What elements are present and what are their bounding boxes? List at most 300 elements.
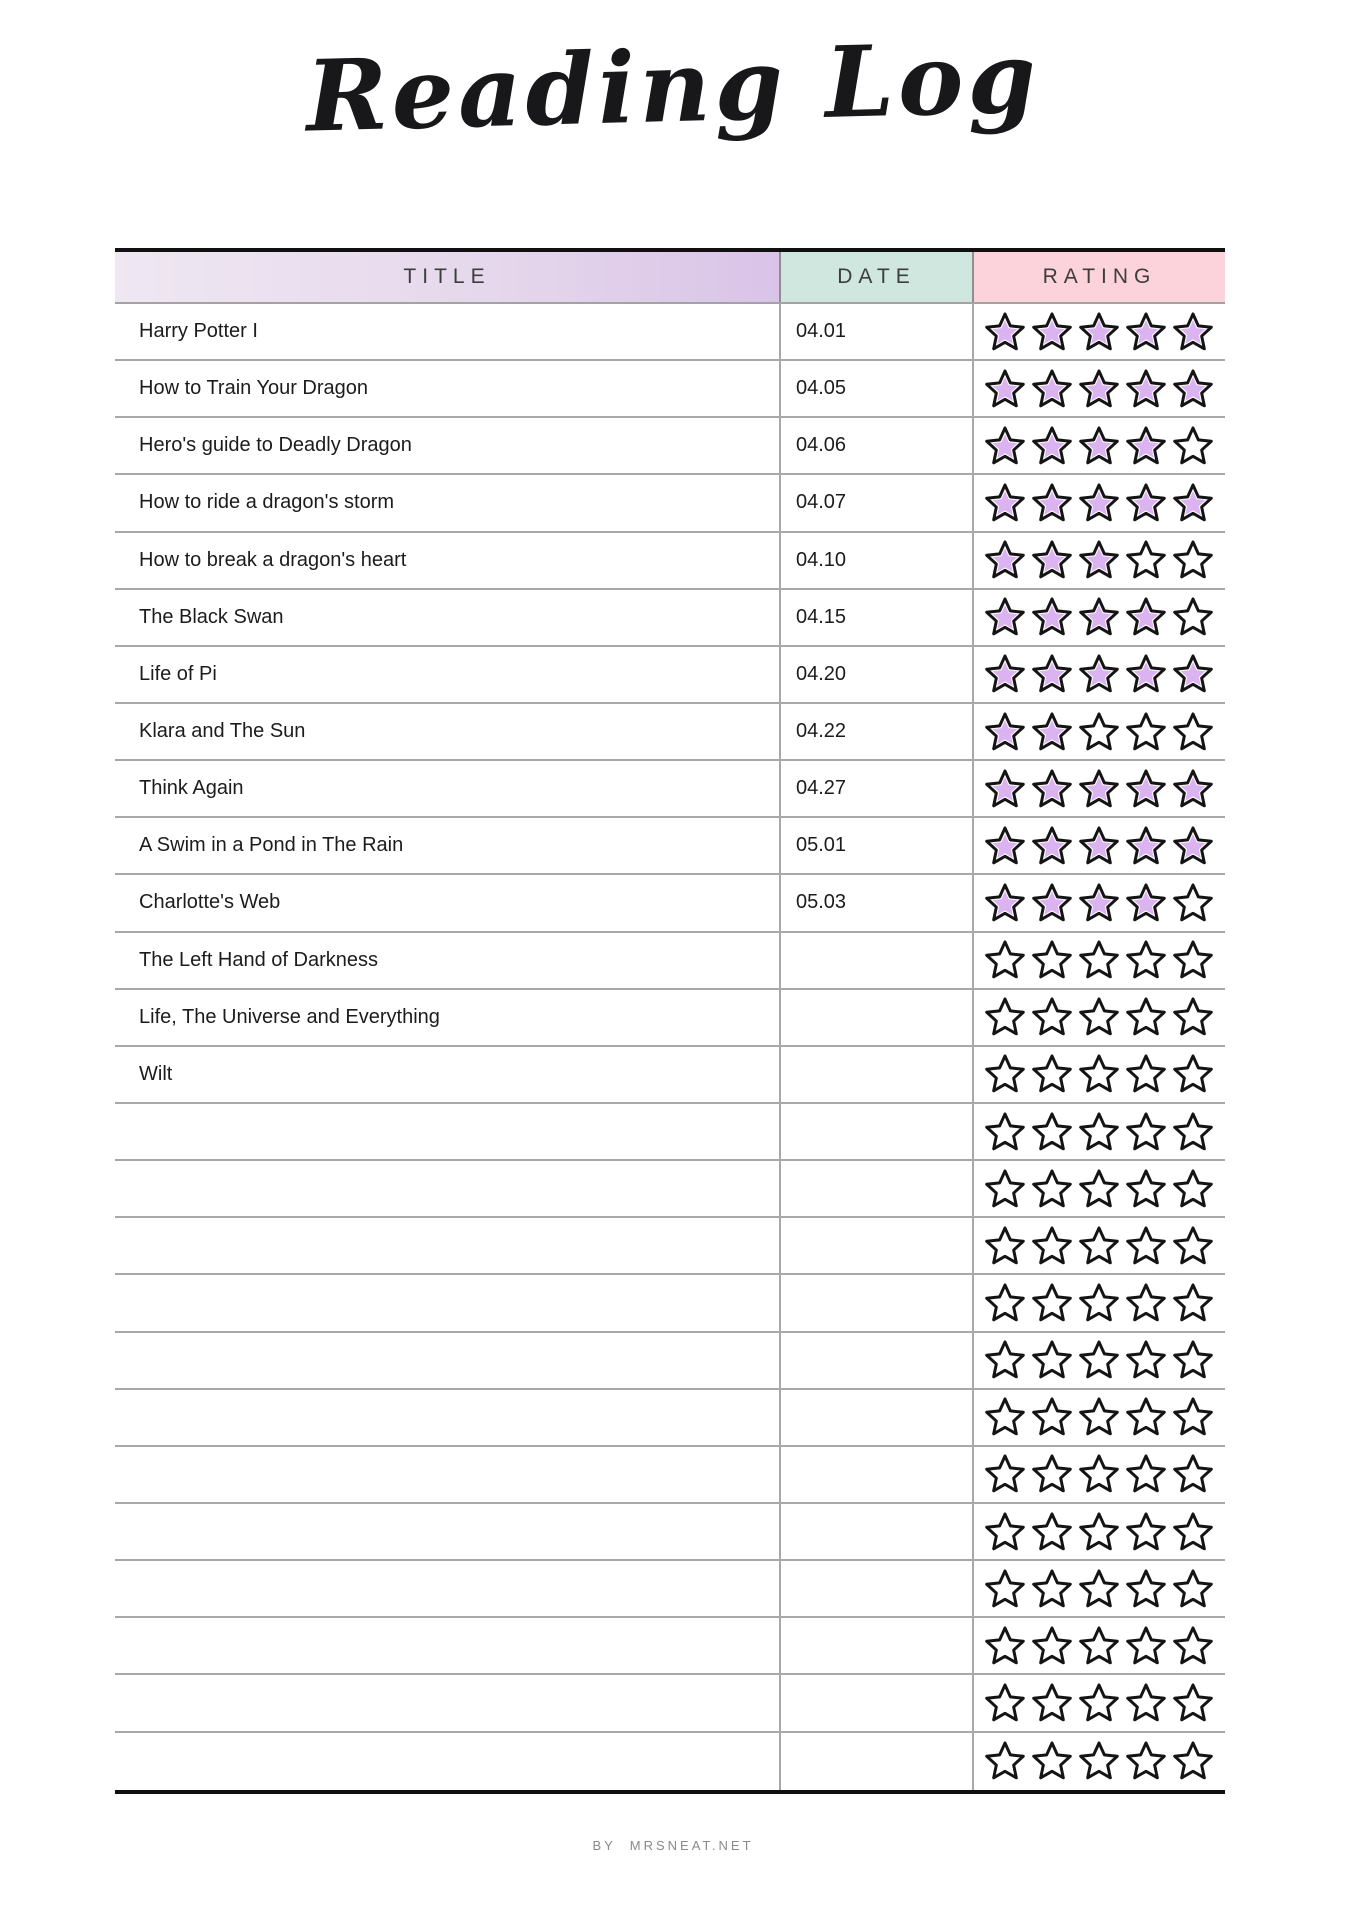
table-row <box>115 704 1225 761</box>
star-icon-filled <box>1031 482 1073 524</box>
column-header-title: TITLE <box>115 252 779 302</box>
rating-cell <box>972 1047 1225 1102</box>
star-icon-empty <box>1125 1511 1167 1553</box>
rating-cell <box>972 533 1225 588</box>
rating-cell <box>972 875 1225 930</box>
star-icon-filled <box>984 825 1026 867</box>
date-cell <box>779 1675 972 1730</box>
star-icon-filled <box>1078 482 1120 524</box>
column-header-rating: RATING <box>972 252 1225 302</box>
table-row <box>115 361 1225 418</box>
star-icon-empty <box>1031 1740 1073 1782</box>
star-icon-filled <box>1031 425 1073 467</box>
rating-cell <box>972 1675 1225 1730</box>
star-icon-filled <box>1078 368 1120 410</box>
star-icon-empty <box>1172 1053 1214 1095</box>
star-icon-empty <box>984 1339 1026 1381</box>
star-icon-empty <box>1125 1168 1167 1210</box>
star-icon-empty <box>1078 1053 1120 1095</box>
star-icon-empty <box>984 939 1026 981</box>
date-cell: 04.20 <box>779 647 972 702</box>
star-icon-filled <box>1125 368 1167 410</box>
table-row <box>115 1733 1225 1790</box>
star-icon-filled <box>984 768 1026 810</box>
table-row <box>115 875 1225 932</box>
book-title-cell <box>115 1733 779 1790</box>
star-icon-empty <box>1031 1282 1073 1324</box>
star-icon-empty <box>1172 1282 1214 1324</box>
date-cell: 04.01 <box>779 304 972 359</box>
table-row <box>115 533 1225 590</box>
star-icon-empty <box>1031 1511 1073 1553</box>
star-icon-empty <box>1078 1568 1120 1610</box>
star-icon-empty <box>1078 1625 1120 1667</box>
star-icon-empty <box>1172 425 1214 467</box>
table-row <box>115 1561 1225 1618</box>
rating-cell <box>972 1447 1225 1502</box>
star-icon-empty <box>1031 1396 1073 1438</box>
star-icon-empty <box>984 1740 1026 1782</box>
star-icon-filled <box>1031 368 1073 410</box>
date-cell <box>779 1161 972 1216</box>
table-row <box>115 304 1225 361</box>
star-icon-empty <box>984 1282 1026 1324</box>
star-icon-filled <box>984 311 1026 353</box>
star-icon-empty <box>1172 996 1214 1038</box>
star-icon-empty <box>1125 1740 1167 1782</box>
book-title-cell: Life, The Universe and Everything <box>139 1005 440 1028</box>
star-icon-filled <box>1125 882 1167 924</box>
star-icon-filled <box>1172 768 1214 810</box>
star-icon-filled <box>1125 425 1167 467</box>
star-icon-empty <box>1172 1339 1214 1381</box>
star-icon-empty <box>1125 1339 1167 1381</box>
star-icon-empty <box>1172 1682 1214 1724</box>
date-cell <box>779 1504 972 1559</box>
star-icon-empty <box>1031 1682 1073 1724</box>
star-icon-empty <box>1031 1568 1073 1610</box>
star-icon-empty <box>1125 539 1167 581</box>
star-icon-empty <box>984 1453 1026 1495</box>
star-icon-filled <box>1078 825 1120 867</box>
star-icon-filled <box>1031 539 1073 581</box>
table-row <box>115 475 1225 532</box>
rating-cell <box>972 1161 1225 1216</box>
star-icon-empty <box>1078 1740 1120 1782</box>
book-title-cell <box>115 1333 779 1388</box>
star-icon-filled <box>1031 311 1073 353</box>
rating-cell <box>972 1104 1225 1159</box>
star-icon-filled <box>1078 311 1120 353</box>
star-icon-empty <box>1172 1339 1214 1381</box>
star-icon-empty <box>1172 1396 1214 1438</box>
star-icon-empty <box>1125 939 1167 981</box>
book-title-cell: Klara and The Sun <box>139 720 306 743</box>
star-icon-empty <box>984 939 1026 981</box>
table-row <box>115 1504 1225 1561</box>
star-icon-filled <box>984 482 1026 524</box>
star-icon-empty <box>1172 1625 1214 1667</box>
book-title-cell: How to ride a dragon's storm <box>139 491 395 514</box>
star-icon-filled <box>1172 482 1214 524</box>
star-icon-filled <box>1031 882 1073 924</box>
star-icon-filled <box>1125 368 1167 410</box>
star-icon-empty <box>1172 1396 1214 1438</box>
table-row <box>115 818 1225 875</box>
rating-cell <box>972 1504 1225 1559</box>
star-icon-empty <box>1031 1111 1073 1153</box>
star-icon-empty <box>1172 539 1214 581</box>
star-icon-empty <box>1125 996 1167 1038</box>
table-row <box>115 418 1225 475</box>
star-icon-filled <box>1031 425 1073 467</box>
star-icon-empty <box>1172 1740 1214 1782</box>
table-row <box>115 933 1225 990</box>
star-icon-empty <box>1031 1282 1073 1324</box>
star-icon-empty <box>984 1396 1026 1438</box>
star-icon-empty <box>984 1339 1026 1381</box>
book-title-cell: How to Train Your Dragon <box>139 377 369 400</box>
star-icon-filled <box>1125 311 1167 353</box>
star-icon-filled <box>984 711 1026 753</box>
star-icon-empty <box>1078 711 1120 753</box>
star-icon-empty <box>1031 1225 1073 1267</box>
table-header-row <box>115 252 1225 304</box>
footer <box>0 1838 1346 1853</box>
star-icon-filled <box>984 311 1026 353</box>
date-cell <box>779 1733 972 1790</box>
star-icon-empty <box>1031 1053 1073 1095</box>
star-icon-empty <box>1031 1682 1073 1724</box>
date-cell <box>779 1390 972 1445</box>
star-icon-filled <box>1031 711 1073 753</box>
star-icon-empty <box>1125 939 1167 981</box>
star-icon-empty <box>1031 1740 1073 1782</box>
star-icon-empty <box>1078 1396 1120 1438</box>
book-title-cell <box>115 1390 779 1445</box>
rating-cell <box>972 1618 1225 1673</box>
star-icon-filled <box>1125 425 1167 467</box>
date-cell: 04.15 <box>779 590 972 645</box>
table-row <box>115 990 1225 1047</box>
star-icon-filled <box>1125 653 1167 695</box>
star-icon-filled <box>1078 539 1120 581</box>
book-title-cell: A Swim in a Pond in The Rain <box>139 834 404 857</box>
star-icon-filled <box>984 596 1026 638</box>
star-icon-empty <box>1031 996 1073 1038</box>
star-icon-empty <box>1031 1453 1073 1495</box>
star-icon-empty <box>1078 711 1120 753</box>
table-row <box>115 1390 1225 1447</box>
star-icon-empty <box>1078 1168 1120 1210</box>
star-icon-empty <box>984 1053 1026 1095</box>
book-title-cell <box>115 1218 779 1273</box>
star-icon-empty <box>1172 1225 1214 1267</box>
star-icon-empty <box>1031 939 1073 981</box>
star-icon-empty <box>1125 1453 1167 1495</box>
star-icon-empty <box>1031 1511 1073 1553</box>
star-icon-empty <box>1172 711 1214 753</box>
star-icon-empty <box>1031 1453 1073 1495</box>
star-icon-filled <box>1125 768 1167 810</box>
star-icon-empty <box>984 1740 1026 1782</box>
date-cell: 04.22 <box>779 704 972 759</box>
date-cell <box>779 1275 972 1330</box>
star-icon-empty <box>984 1511 1026 1553</box>
star-icon-filled <box>1078 596 1120 638</box>
star-icon-filled <box>1172 825 1214 867</box>
star-icon-empty <box>984 1111 1026 1153</box>
star-icon-empty <box>984 996 1026 1038</box>
star-icon-empty <box>1031 1339 1073 1381</box>
book-title-cell <box>115 1161 779 1216</box>
star-icon-empty <box>984 1453 1026 1495</box>
book-title-cell <box>115 1447 779 1502</box>
date-cell <box>779 990 972 1045</box>
star-icon-empty <box>984 1568 1026 1610</box>
star-icon-empty <box>1078 1625 1120 1667</box>
table-row <box>115 1333 1225 1390</box>
date-cell <box>779 1618 972 1673</box>
star-icon-filled <box>1078 882 1120 924</box>
star-icon-filled <box>1078 768 1120 810</box>
star-icon-empty <box>1125 1682 1167 1724</box>
star-icon-empty <box>984 1682 1026 1724</box>
star-icon-filled <box>1078 825 1120 867</box>
star-icon-empty <box>1172 1282 1214 1324</box>
star-icon-empty <box>1078 1168 1120 1210</box>
date-cell: 04.06 <box>779 418 972 473</box>
star-icon-filled <box>1031 539 1073 581</box>
table-row <box>115 1104 1225 1161</box>
date-cell <box>779 933 972 988</box>
date-cell: 04.07 <box>779 475 972 530</box>
star-icon-empty <box>1172 711 1214 753</box>
star-icon-empty <box>1031 1339 1073 1381</box>
star-icon-empty <box>1172 425 1214 467</box>
star-icon-filled <box>1031 768 1073 810</box>
book-title-cell <box>115 1504 779 1559</box>
star-icon-filled <box>1031 368 1073 410</box>
star-icon-empty <box>1172 1168 1214 1210</box>
star-icon-empty <box>1031 1625 1073 1667</box>
star-icon-filled <box>1031 825 1073 867</box>
table-row <box>115 647 1225 704</box>
star-icon-empty <box>984 1168 1026 1210</box>
star-icon-empty <box>1125 1568 1167 1610</box>
star-icon-filled <box>984 425 1026 467</box>
date-cell <box>779 1561 972 1616</box>
star-icon-filled <box>1172 653 1214 695</box>
book-title-cell <box>115 1275 779 1330</box>
star-icon-empty <box>1125 1053 1167 1095</box>
star-icon-empty <box>1078 939 1120 981</box>
book-title-cell <box>115 1618 779 1673</box>
star-icon-filled <box>1172 311 1214 353</box>
date-cell: 04.05 <box>779 361 972 416</box>
table-row <box>115 1675 1225 1732</box>
star-icon-empty <box>1031 1111 1073 1153</box>
star-icon-empty <box>1078 1225 1120 1267</box>
star-icon-empty <box>1031 939 1073 981</box>
date-cell: 04.27 <box>779 761 972 816</box>
star-icon-filled <box>1172 482 1214 524</box>
date-cell: 05.03 <box>779 875 972 930</box>
star-icon-empty <box>1031 1168 1073 1210</box>
star-icon-empty <box>1125 1111 1167 1153</box>
table-row <box>115 1047 1225 1104</box>
star-icon-filled <box>1125 596 1167 638</box>
star-icon-filled <box>1078 596 1120 638</box>
star-icon-filled <box>1125 596 1167 638</box>
star-icon-filled <box>1172 368 1214 410</box>
star-icon-empty <box>1078 1682 1120 1724</box>
star-icon-filled <box>1125 482 1167 524</box>
table-row <box>115 1218 1225 1275</box>
star-icon-empty <box>1125 1740 1167 1782</box>
star-icon-empty <box>1125 1396 1167 1438</box>
star-icon-empty <box>1172 882 1214 924</box>
star-icon-empty <box>1172 1053 1214 1095</box>
book-title-cell: How to break a dragon's heart <box>139 548 407 571</box>
book-title-cell: The Left Hand of Darkness <box>139 948 379 971</box>
star-icon-empty <box>1078 1282 1120 1324</box>
star-icon-empty <box>1125 1453 1167 1495</box>
star-icon-empty <box>1125 711 1167 753</box>
star-icon-filled <box>1078 539 1120 581</box>
star-icon-filled <box>1078 482 1120 524</box>
star-icon-filled <box>1078 653 1120 695</box>
star-icon-empty <box>1078 1339 1120 1381</box>
column-header-date: DATE <box>779 252 972 302</box>
star-icon-empty <box>1172 1111 1214 1153</box>
star-icon-filled <box>1031 653 1073 695</box>
star-icon-empty <box>1172 1511 1214 1553</box>
rating-cell <box>972 1333 1225 1388</box>
footer-by-label: BY <box>592 1838 616 1853</box>
star-icon-filled <box>1031 825 1073 867</box>
star-icon-filled <box>1172 653 1214 695</box>
rating-cell <box>972 361 1225 416</box>
date-cell <box>779 1333 972 1388</box>
rating-cell <box>972 418 1225 473</box>
star-icon-empty <box>1125 539 1167 581</box>
star-icon-empty <box>984 1682 1026 1724</box>
star-icon-empty <box>1172 996 1214 1038</box>
rating-cell <box>972 933 1225 988</box>
book-title-cell <box>115 1104 779 1159</box>
star-icon-empty <box>984 1396 1026 1438</box>
star-icon-filled <box>984 653 1026 695</box>
date-cell: 04.10 <box>779 533 972 588</box>
book-title-cell: Harry Potter I <box>139 320 258 343</box>
star-icon-filled <box>984 653 1026 695</box>
star-icon-empty <box>1031 1168 1073 1210</box>
rating-cell <box>972 304 1225 359</box>
star-icon-empty <box>1078 1225 1120 1267</box>
star-icon-empty <box>1031 1396 1073 1438</box>
star-icon-empty <box>984 1053 1026 1095</box>
star-icon-empty <box>1078 1339 1120 1381</box>
footer-site-label: MRSNEAT.NET <box>629 1838 754 1853</box>
rating-cell <box>972 1561 1225 1616</box>
star-icon-empty <box>1172 1740 1214 1782</box>
star-icon-empty <box>1172 1511 1214 1553</box>
book-title-cell: Life of Pi <box>139 662 217 685</box>
star-icon-empty <box>984 1625 1026 1667</box>
star-icon-empty <box>1078 1511 1120 1553</box>
star-icon-filled <box>984 425 1026 467</box>
star-icon-filled <box>1031 311 1073 353</box>
star-icon-empty <box>1031 996 1073 1038</box>
star-icon-empty <box>1172 1453 1214 1495</box>
star-icon-empty <box>1172 596 1214 638</box>
star-icon-empty <box>984 996 1026 1038</box>
star-icon-empty <box>984 1168 1026 1210</box>
star-icon-empty <box>1031 1225 1073 1267</box>
star-icon-empty <box>1172 1225 1214 1267</box>
book-title-cell <box>115 1675 779 1730</box>
star-icon-empty <box>1172 539 1214 581</box>
star-icon-empty <box>1125 1396 1167 1438</box>
book-title-cell: Hero's guide to Deadly Dragon <box>139 434 412 457</box>
star-icon-empty <box>1125 1168 1167 1210</box>
star-icon-filled <box>1031 711 1073 753</box>
star-icon-empty <box>1125 1225 1167 1267</box>
date-cell: 05.01 <box>779 818 972 873</box>
star-icon-filled <box>1172 768 1214 810</box>
star-icon-empty <box>1031 1053 1073 1095</box>
table-row <box>115 1447 1225 1504</box>
table-row <box>115 590 1225 647</box>
star-icon-empty <box>1078 1740 1120 1782</box>
star-icon-empty <box>1172 882 1214 924</box>
star-icon-filled <box>1078 653 1120 695</box>
star-icon-filled <box>1078 882 1120 924</box>
star-icon-empty <box>1172 939 1214 981</box>
reading-log-table <box>115 248 1225 1794</box>
star-icon-filled <box>1031 596 1073 638</box>
star-icon-empty <box>1125 711 1167 753</box>
star-icon-filled <box>984 825 1026 867</box>
star-icon-empty <box>1125 1282 1167 1324</box>
rating-cell <box>972 647 1225 702</box>
table-row <box>115 1161 1225 1218</box>
star-icon-empty <box>1078 1111 1120 1153</box>
star-icon-empty <box>1172 1111 1214 1153</box>
star-icon-empty <box>1125 1625 1167 1667</box>
star-icon-filled <box>1078 311 1120 353</box>
star-icon-filled <box>984 368 1026 410</box>
star-icon-empty <box>1078 996 1120 1038</box>
star-icon-filled <box>1172 825 1214 867</box>
star-icon-empty <box>1172 1568 1214 1610</box>
page-title: Reading Log <box>304 20 1042 155</box>
date-cell <box>779 1447 972 1502</box>
star-icon-empty <box>1125 1111 1167 1153</box>
rating-cell <box>972 761 1225 816</box>
star-icon-filled <box>984 539 1026 581</box>
star-icon-filled <box>984 368 1026 410</box>
star-icon-empty <box>984 1511 1026 1553</box>
star-icon-filled <box>1125 825 1167 867</box>
star-icon-filled <box>1031 653 1073 695</box>
star-icon-empty <box>1078 996 1120 1038</box>
star-icon-empty <box>1031 1568 1073 1610</box>
star-icon-filled <box>1125 882 1167 924</box>
star-icon-empty <box>1078 1111 1120 1153</box>
star-icon-empty <box>1125 1282 1167 1324</box>
